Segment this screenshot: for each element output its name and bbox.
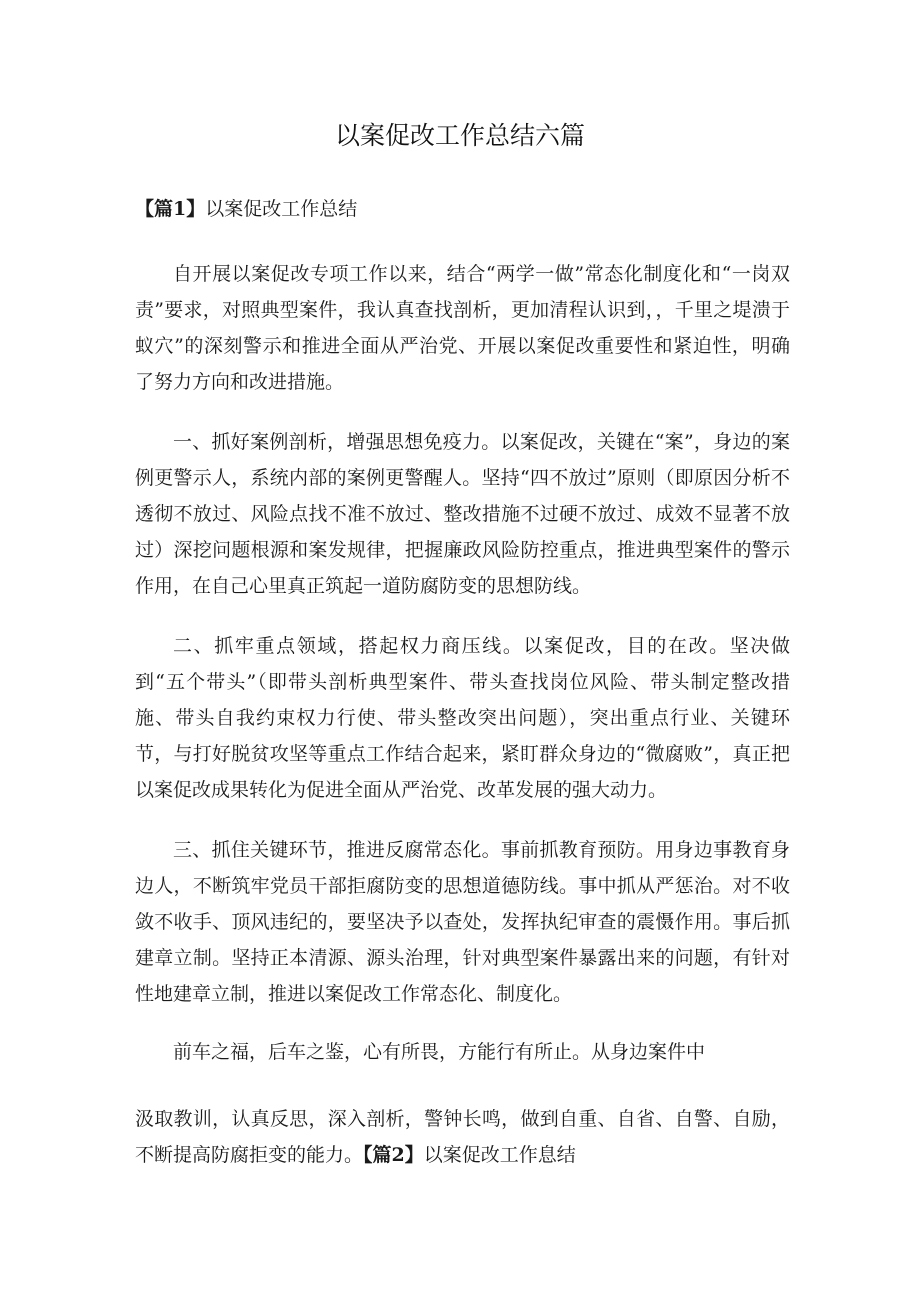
conclusion-text: 汲取教训，认真反思，深入剖析，警钟长鸣，做到自重、自省、自警、自励，不断提高防腐拒变的能力。 xyxy=(135,1108,790,1166)
section-2-title: 以案促改工作息结 xyxy=(423,1144,576,1166)
paragraph-intro: 自开展以案促改专项工作以来，结合“两学一做”常态化制度化和“一岗双责”要求，对照典型案件，我认真查找剖析，更加清程认识到，，千里之堤溃于蚁穴”的深刻警示和推进全面从严治党、开展以案促改重要性和紧迫性，明确了努力方向和改进措施。 xyxy=(135,263,790,393)
section-1-title: 以案促改工作总结 xyxy=(205,198,358,220)
section-2-tag: 【篇2】 xyxy=(363,1144,424,1166)
paragraph-point-3: 三、抓住关键环节，推进反腐常态化。事前抓教育预防。用身边事教育身边人，不断筑牢党员干部拒腐防变的思想道德防线。事中抓从严惩治。对不收敛不收手、顶风违纪的，要坚决予以查处，发挥执纪审查的震慑作用。事后抓建章立制。坚持正本清源、源头治理，针对典型案件暴露出来的问题，有针对性地建章立制，推进以案促改工作常态化、制度化。 xyxy=(135,839,790,1005)
paragraph-conclusion-start: 前车之福，后车之鉴，心有所畏，方能行有所止。从身边案件中 xyxy=(173,1041,706,1063)
section-1-tag: 【篇1】 xyxy=(135,198,206,220)
paragraph-conclusion-end xyxy=(135,1101,790,1173)
document-title: 以案促改工作总结六篇 xyxy=(334,121,585,150)
paragraph-point-1: 一、抓好案例剖析，增强思想免疫力。以案促改，关键在“案”，身边的案例更警示人，系统内部的案例更警醒人。坚持“四不放过”原则（即原因分析不透彻不放过、风险点找不准不放过、整改措施不过硬不放过、成效不显著不放过）深挖问题根源和案发规律，把握廉政风险防控重点，推进典型案件的警示作用，在自己心里真正筑起一道防腐防变的思想防线。 xyxy=(135,431,790,597)
paragraph-point-2: 二、抓牢重点领域，搭起权力商压线。以案促改，目的在改。坚决做到“五个带头”（即带头剖析典型案件、带头查找岗位风险、带头制定整改措施、带头自我约束权力行使、带头整改突出问题），突出重点行业、关键环节，与打好脱贫攻坚等重点工作结合起来，紧盯群众身边的“微腐败”，真正把以案促改成果转化为促进全面从严治党、改革发展的强大动力。 xyxy=(135,635,790,801)
section-1-heading xyxy=(135,195,357,223)
